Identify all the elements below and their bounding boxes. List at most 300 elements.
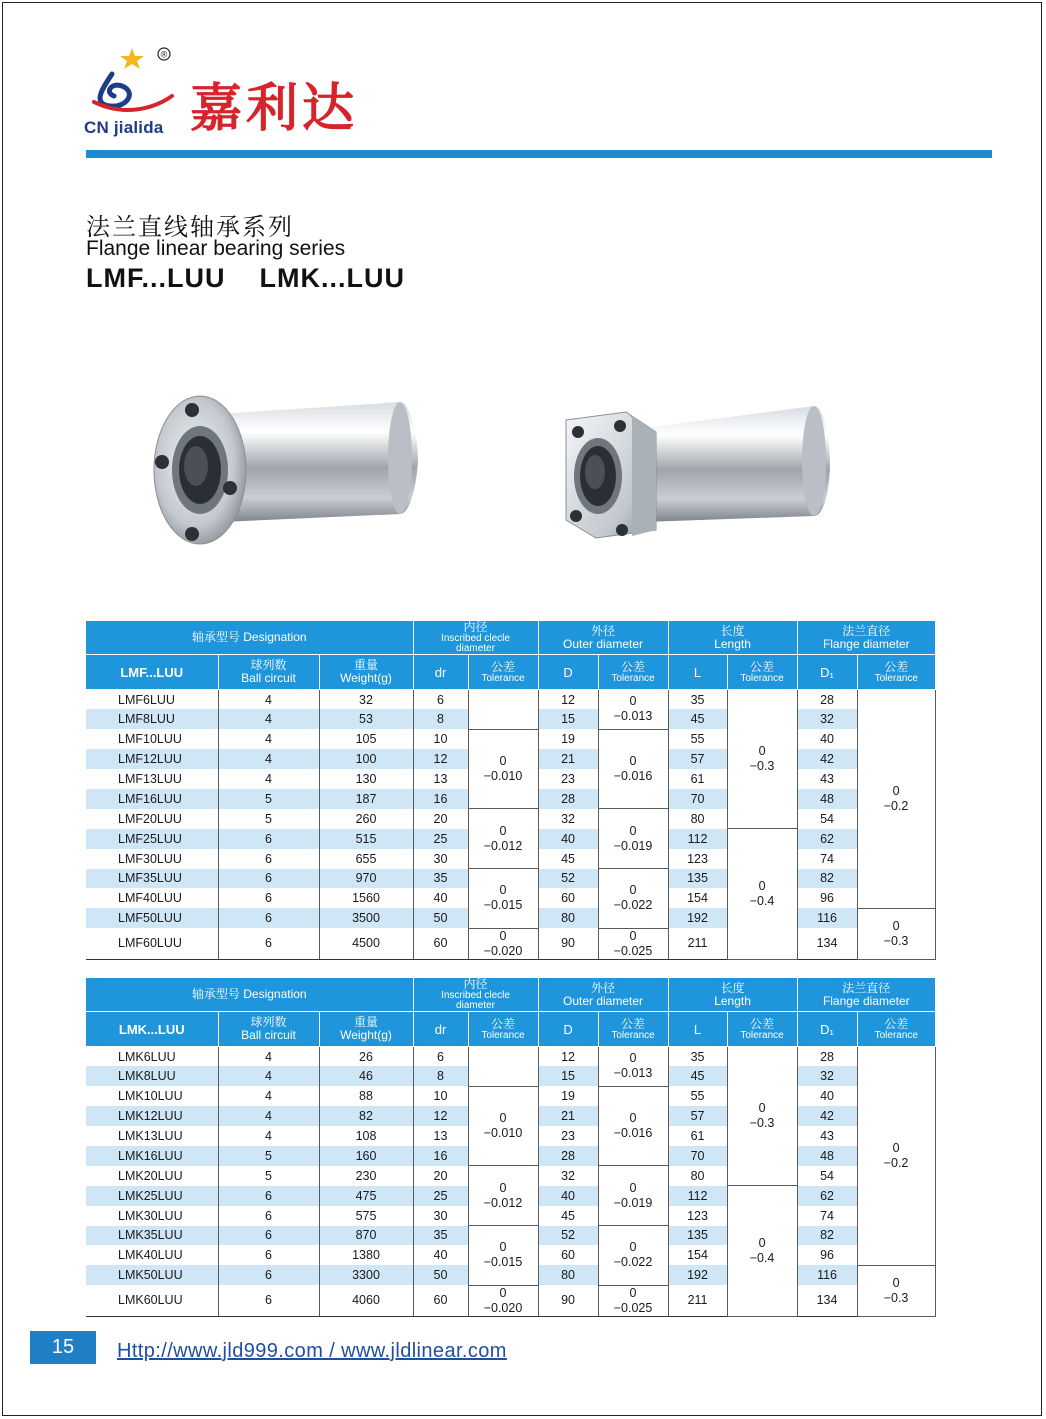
dr-cell: 50 [413, 908, 468, 928]
flange-d1-cell: 62 [797, 1186, 857, 1206]
tolerance-upper: 0 [758, 1235, 766, 1250]
dr-tolerance-cell [468, 809, 538, 869]
length-cell: 35 [668, 690, 727, 710]
brand-latin-name: CN jialida [84, 118, 164, 137]
length-l-header: L [668, 655, 727, 690]
ball-circuit-cell: 4 [218, 749, 319, 769]
flange-d1-cell: 32 [797, 709, 857, 729]
tolerance-lower: −0.019 [613, 838, 653, 853]
flange-d1-cell: 32 [797, 1066, 857, 1086]
dr-tolerance-cell [468, 1226, 538, 1286]
weight-cell: 870 [319, 1226, 413, 1246]
tolerance-lower: −0.3 [749, 1116, 775, 1131]
tolerance-upper: 0 [629, 694, 637, 709]
tolerance-lower: −0.022 [613, 1255, 653, 1270]
length-cell: 192 [668, 908, 727, 928]
model-cell: LMF25LUU [86, 829, 218, 849]
weight-cell: 655 [319, 849, 413, 869]
ball-circuit-header: 球列数 Ball circuit [218, 655, 319, 690]
tolerance-lower: −0.013 [613, 709, 653, 724]
tolerance-lower: −0.010 [483, 769, 523, 784]
outer-d-cell: 90 [538, 1285, 598, 1316]
weight-cell: 3300 [319, 1265, 413, 1285]
d-tolerance-cell [598, 869, 668, 929]
tolerance-upper: 0 [499, 1111, 507, 1126]
dr-header: dr [413, 1012, 468, 1047]
ball-circuit-cell: 4 [218, 1086, 319, 1106]
dr-cell: 10 [413, 729, 468, 749]
dr-cell: 50 [413, 1265, 468, 1285]
weight-header: 重量 Weight(g) [319, 655, 413, 690]
ball-circuit-cell: 4 [218, 769, 319, 789]
outer-d-cell: 32 [538, 1166, 598, 1186]
dr-cell: 30 [413, 1206, 468, 1226]
outer-d-cell: 40 [538, 829, 598, 849]
dr-tolerance-header: 公差 Tolerance [468, 655, 538, 690]
flange-d1-cell: 28 [797, 1047, 857, 1067]
outer-d-tolerance-header: 公差 Tolerance [598, 655, 668, 690]
flange-diameter-header: 法兰直径 Flange diameter [797, 978, 935, 1012]
weight-cell: 82 [319, 1106, 413, 1126]
outer-d-cell: 60 [538, 888, 598, 908]
weight-header: 重量 Weight(g) [319, 1012, 413, 1047]
flange-d1-cell: 48 [797, 1146, 857, 1166]
dr-cell: 16 [413, 789, 468, 809]
dr-cell: 25 [413, 829, 468, 849]
tolerance-lower: −0.2 [883, 798, 909, 813]
outer-d-cell: 28 [538, 1146, 598, 1166]
outer-d-cell: 32 [538, 809, 598, 829]
website-link[interactable]: Http://www.jld999.com / www.jldlinear.com [117, 1340, 507, 1362]
tolerance-upper: 0 [758, 1101, 766, 1116]
ball-circuit-header: 球列数 Ball circuit [218, 1012, 319, 1047]
weight-cell: 1560 [319, 888, 413, 908]
dr-cell: 40 [413, 888, 468, 908]
tolerance-upper: 0 [499, 754, 507, 769]
length-cell: 211 [668, 1285, 727, 1316]
flange-d1-cell: 48 [797, 789, 857, 809]
outer-d-cell: 80 [538, 908, 598, 928]
model-cell: LMK20LUU [118, 1168, 183, 1183]
ball-circuit-cell: 6 [218, 1226, 319, 1246]
weight-cell: 105 [319, 729, 413, 749]
flange-d1-cell: 40 [797, 729, 857, 749]
ball-circuit-cell: 4 [218, 1126, 319, 1146]
d1-tolerance-cell [857, 690, 935, 909]
outer-d-cell: 60 [538, 1245, 598, 1265]
tolerance-upper: 0 [892, 783, 900, 798]
tolerance-upper: 0 [758, 878, 766, 893]
brand-logo [82, 44, 382, 144]
weight-cell: 4500 [319, 928, 413, 959]
d-tolerance-cell [598, 1166, 668, 1226]
table-row [86, 1086, 935, 1106]
lmk-square-flange-bearing-image [556, 398, 831, 553]
weight-cell: 260 [319, 809, 413, 829]
flange-d1-cell: 28 [797, 690, 857, 710]
outer-d-header: D [538, 655, 598, 690]
dr-tolerance-cell [468, 928, 538, 959]
weight-cell: 3500 [319, 908, 413, 928]
length-cell: 112 [668, 829, 727, 849]
length-cell: 123 [668, 849, 727, 869]
lmf-round-flange-bearing-image [150, 392, 420, 552]
length-l-header: L [668, 1012, 727, 1047]
tolerance-upper: 0 [629, 1051, 637, 1066]
tolerance-lower: −0.022 [613, 898, 653, 913]
weight-cell: 515 [319, 829, 413, 849]
page-title-en: Flange linear bearing series [86, 237, 346, 260]
ball-circuit-cell: 6 [218, 1245, 319, 1265]
length-cell: 35 [668, 1047, 727, 1067]
weight-cell: 575 [319, 1206, 413, 1226]
tolerance-lower: −0.3 [749, 759, 775, 774]
ball-circuit-cell: 5 [218, 1146, 319, 1166]
flange-d1-cell: 116 [797, 908, 857, 928]
model-cell: LMK35LUU [86, 1226, 218, 1246]
weight-cell: 970 [319, 869, 413, 889]
tolerance-lower: −0.013 [613, 1066, 653, 1081]
designation-header: 轴承型号 Designation [86, 621, 413, 655]
d1-tolerance-cell [857, 908, 935, 959]
tolerance-lower: −0.2 [883, 1155, 909, 1170]
lmk-spec-table [86, 978, 936, 1317]
outer-d-cell: 28 [538, 789, 598, 809]
length-cell: 135 [668, 869, 727, 889]
flange-tolerance-header: 公差 Tolerance [857, 655, 935, 690]
d1-tolerance-cell [857, 1047, 935, 1266]
weight-cell: 4060 [319, 1285, 413, 1316]
tolerance-upper: 0 [758, 744, 766, 759]
tolerance-upper: 0 [499, 1180, 507, 1195]
model-cell: LMF16LUU [86, 789, 218, 809]
weight-cell: 32 [319, 690, 413, 710]
tolerance-upper: 0 [892, 1275, 900, 1290]
tolerance-upper: 0 [629, 1240, 637, 1255]
tolerance-upper: 0 [499, 883, 507, 898]
tolerance-lower: −0.4 [749, 1250, 775, 1265]
ball-circuit-cell: 6 [218, 908, 319, 928]
ball-circuit-cell: 6 [218, 849, 319, 869]
dr-cell: 30 [413, 849, 468, 869]
ball-circuit-cell: 5 [218, 809, 319, 829]
outer-d-header: D [538, 1012, 598, 1047]
dr-cell: 6 [413, 1047, 468, 1067]
tolerance-upper: 0 [892, 918, 900, 933]
flange-d1-cell: 96 [797, 1245, 857, 1265]
inscribed-diameter-header: 内径 Inscribed clecle diameter [413, 621, 538, 655]
flange-d1-cell: 40 [797, 1086, 857, 1106]
outer-d-cell: 19 [538, 729, 598, 749]
flange-d1-cell: 62 [797, 829, 857, 849]
outer-d-cell: 52 [538, 1226, 598, 1246]
model-column-header: LMK...LUU [86, 1012, 218, 1047]
outer-d-cell: 15 [538, 709, 598, 729]
inscribed-diameter-header: 内径 Inscribed clecle diameter [413, 978, 538, 1012]
tolerance-lower: −0.025 [613, 1300, 653, 1315]
ball-circuit-cell: 6 [218, 829, 319, 849]
weight-cell: 53 [319, 709, 413, 729]
tolerance-upper: 0 [629, 1285, 637, 1300]
dr-cell: 8 [413, 1066, 468, 1086]
model-cell: LMF40LUU [118, 891, 182, 906]
dr-tolerance-header: 公差 Tolerance [468, 1012, 538, 1047]
d-tolerance-cell [598, 928, 668, 959]
length-cell: 70 [668, 789, 727, 809]
dr-cell: 60 [413, 928, 468, 959]
l-tolerance-cell [727, 829, 797, 959]
model-cell: LMK10LUU [118, 1089, 183, 1104]
weight-cell: 46 [319, 1066, 413, 1086]
tolerance-upper: 0 [499, 1285, 507, 1300]
weight-cell: 100 [319, 749, 413, 769]
flange-d1-cell: 82 [797, 1226, 857, 1246]
tolerance-lower: −0.3 [883, 1290, 909, 1305]
table-row [86, 869, 935, 889]
flange-d1-cell: 74 [797, 849, 857, 869]
weight-cell: 130 [319, 769, 413, 789]
dr-tolerance-cell [468, 869, 538, 929]
d-tolerance-cell [598, 729, 668, 809]
ball-circuit-cell: 5 [218, 789, 319, 809]
outer-d-cell: 21 [538, 1106, 598, 1126]
tolerance-lower: −0.016 [613, 1126, 653, 1141]
weight-cell: 108 [319, 1126, 413, 1146]
outer-d-cell: 52 [538, 869, 598, 889]
outer-d-tolerance-header: 公差 Tolerance [598, 1012, 668, 1047]
model-cell: LMF12LUU [86, 749, 218, 769]
table-row [86, 690, 935, 710]
dr-cell: 12 [413, 749, 468, 769]
length-header: 长度 Length [668, 978, 797, 1012]
length-cell: 45 [668, 709, 727, 729]
dr-cell: 35 [413, 1226, 468, 1246]
l-tolerance-cell [727, 1186, 797, 1316]
ball-circuit-cell: 6 [218, 888, 319, 908]
lmf-table-body [86, 690, 935, 960]
model-cell: LMF50LUU [86, 908, 218, 928]
model-cell: LMF10LUU [118, 732, 182, 747]
page-title-models: LMF...LUU LMK...LUU [86, 263, 405, 293]
length-cell: 154 [668, 888, 727, 908]
flange-d1-cell: 96 [797, 888, 857, 908]
dr-cell: 10 [413, 1086, 468, 1106]
page-number: 15 [30, 1331, 96, 1364]
weight-cell: 88 [319, 1086, 413, 1106]
flange-d1-cell: 43 [797, 1126, 857, 1146]
dr-tolerance-cell [468, 690, 538, 730]
flange-d1-cell: 42 [797, 1106, 857, 1126]
outer-d-cell: 80 [538, 1265, 598, 1285]
flange-d1-cell: 82 [797, 869, 857, 889]
tolerance-upper: 0 [892, 1140, 900, 1155]
dr-cell: 25 [413, 1186, 468, 1206]
weight-cell: 187 [319, 789, 413, 809]
table-row [86, 1047, 935, 1067]
d-tolerance-cell [598, 1226, 668, 1286]
model-column-header: LMF...LUU [86, 655, 218, 690]
length-cell: 80 [668, 1166, 727, 1186]
model-cell: LMK16LUU [86, 1146, 218, 1166]
dr-header: dr [413, 655, 468, 690]
tolerance-upper: 0 [499, 1240, 507, 1255]
dr-cell: 16 [413, 1146, 468, 1166]
flange-d1-cell: 134 [797, 1285, 857, 1316]
jialida-swoosh-logo-icon [82, 44, 178, 124]
model-cell: LMK8LUU [86, 1066, 218, 1086]
dr-cell: 60 [413, 1285, 468, 1316]
tolerance-lower: −0.015 [483, 1255, 523, 1270]
length-cell: 112 [668, 1186, 727, 1206]
outer-d-cell: 90 [538, 928, 598, 959]
model-cell: LMK50LUU [86, 1265, 218, 1285]
ball-circuit-cell: 4 [218, 1047, 319, 1067]
outer-d-cell: 45 [538, 1206, 598, 1226]
outer-d-cell: 45 [538, 849, 598, 869]
dr-cell: 6 [413, 690, 468, 710]
ball-circuit-cell: 6 [218, 869, 319, 889]
d1-tolerance-cell [857, 1265, 935, 1316]
model-cell: LMF20LUU [118, 811, 182, 826]
outer-d-cell: 23 [538, 769, 598, 789]
flange-d1-cell: 43 [797, 769, 857, 789]
dr-cell: 20 [413, 1166, 468, 1186]
weight-cell: 475 [319, 1186, 413, 1206]
length-cell: 70 [668, 1146, 727, 1166]
ball-circuit-cell: 4 [218, 709, 319, 729]
tolerance-upper: 0 [499, 823, 507, 838]
tolerance-upper: 0 [629, 1180, 637, 1195]
ball-circuit-cell: 4 [218, 1066, 319, 1086]
lmf-spec-table [86, 621, 936, 960]
ball-circuit-cell: 6 [218, 1265, 319, 1285]
lmk-table-body [86, 1047, 935, 1317]
tolerance-lower: −0.016 [613, 769, 653, 784]
length-cell: 192 [668, 1265, 727, 1285]
tolerance-lower: −0.012 [483, 838, 523, 853]
table-row [86, 809, 935, 829]
l-tolerance-cell [727, 690, 797, 829]
ball-circuit-cell: 6 [218, 928, 319, 959]
flange-tolerance-header: 公差 Tolerance [857, 1012, 935, 1047]
model-cell: LMK12LUU [86, 1106, 218, 1126]
model-cell: LMK6LUU [118, 1049, 176, 1064]
model-cell: LMK30LUU [118, 1208, 183, 1223]
tolerance-lower: −0.020 [483, 1300, 523, 1315]
tolerance-lower: −0.015 [483, 898, 523, 913]
tolerance-lower: −0.3 [883, 933, 909, 948]
length-cell: 45 [668, 1066, 727, 1086]
outer-d-cell: 15 [538, 1066, 598, 1086]
tolerance-lower: −0.010 [483, 1126, 523, 1141]
flange-diameter-header: 法兰直径 Flange diameter [797, 621, 935, 655]
length-tolerance-header: 公差 Tolerance [727, 655, 797, 690]
flange-d1-cell: 116 [797, 1265, 857, 1285]
ball-circuit-cell: 4 [218, 690, 319, 710]
length-cell: 55 [668, 729, 727, 749]
outer-d-cell: 21 [538, 749, 598, 769]
length-cell: 211 [668, 928, 727, 959]
model-cell: LMF6LUU [118, 692, 175, 707]
d-tolerance-cell [598, 1047, 668, 1087]
flange-d1-cell: 42 [797, 749, 857, 769]
model-cell: LMF8LUU [86, 709, 218, 729]
l-tolerance-cell [727, 1047, 797, 1186]
dr-cell: 13 [413, 769, 468, 789]
outer-d-cell: 19 [538, 1086, 598, 1106]
ball-circuit-cell: 6 [218, 1186, 319, 1206]
model-cell: LMK40LUU [118, 1248, 183, 1263]
flange-d1-cell: 134 [797, 928, 857, 959]
model-cell: LMK60LUU [86, 1285, 218, 1316]
tolerance-upper: 0 [629, 823, 637, 838]
flange-d1-header: D₁ [797, 1012, 857, 1047]
ball-circuit-cell: 4 [218, 729, 319, 749]
outer-d-cell: 23 [538, 1126, 598, 1146]
dr-cell: 20 [413, 809, 468, 829]
outer-diameter-header: 外径 Outer diameter [538, 621, 668, 655]
length-cell: 61 [668, 769, 727, 789]
flange-d1-cell: 74 [797, 1206, 857, 1226]
d-tolerance-cell [598, 1285, 668, 1316]
brand-chinese-name: 嘉利达 [190, 78, 359, 139]
table-row [86, 1285, 935, 1316]
length-cell: 135 [668, 1226, 727, 1246]
tolerance-lower: −0.020 [483, 943, 523, 958]
dr-tolerance-cell [468, 1086, 538, 1166]
registered-mark: ® [160, 49, 168, 60]
dr-cell: 35 [413, 869, 468, 889]
d-tolerance-cell [598, 1086, 668, 1166]
page-title-zh: 法兰直线轴承系列 [86, 213, 294, 241]
table-row [86, 1226, 935, 1246]
length-cell: 57 [668, 1106, 727, 1126]
designation-header: 轴承型号 Designation [86, 978, 413, 1012]
ball-circuit-cell: 5 [218, 1166, 319, 1186]
model-cell: LMK25LUU [86, 1186, 218, 1206]
table-row [86, 928, 935, 959]
dr-tolerance-cell [468, 729, 538, 809]
outer-d-cell: 12 [538, 1047, 598, 1067]
length-cell: 61 [668, 1126, 727, 1146]
tolerance-lower: −0.019 [613, 1195, 653, 1210]
flange-d1-cell: 54 [797, 1166, 857, 1186]
length-cell: 57 [668, 749, 727, 769]
weight-cell: 1380 [319, 1245, 413, 1265]
length-tolerance-header: 公差 Tolerance [727, 1012, 797, 1047]
outer-d-cell: 40 [538, 1186, 598, 1206]
tolerance-lower: −0.025 [613, 943, 653, 958]
length-header: 长度 Length [668, 621, 797, 655]
model-cell: LMF30LUU [118, 851, 182, 866]
d-tolerance-cell [598, 690, 668, 730]
dr-tolerance-cell [468, 1166, 538, 1226]
weight-cell: 230 [319, 1166, 413, 1186]
model-cell: LMF60LUU [86, 928, 218, 959]
length-cell: 80 [668, 809, 727, 829]
outer-d-cell: 12 [538, 690, 598, 710]
ball-circuit-cell: 4 [218, 1106, 319, 1126]
ball-circuit-cell: 6 [218, 1206, 319, 1226]
dr-cell: 12 [413, 1106, 468, 1126]
tolerance-upper: 0 [629, 1111, 637, 1126]
ball-circuit-cell: 6 [218, 1285, 319, 1316]
table-row [86, 729, 935, 749]
weight-cell: 160 [319, 1146, 413, 1166]
tolerance-upper: 0 [629, 883, 637, 898]
length-cell: 55 [668, 1086, 727, 1106]
d-tolerance-cell [598, 809, 668, 869]
